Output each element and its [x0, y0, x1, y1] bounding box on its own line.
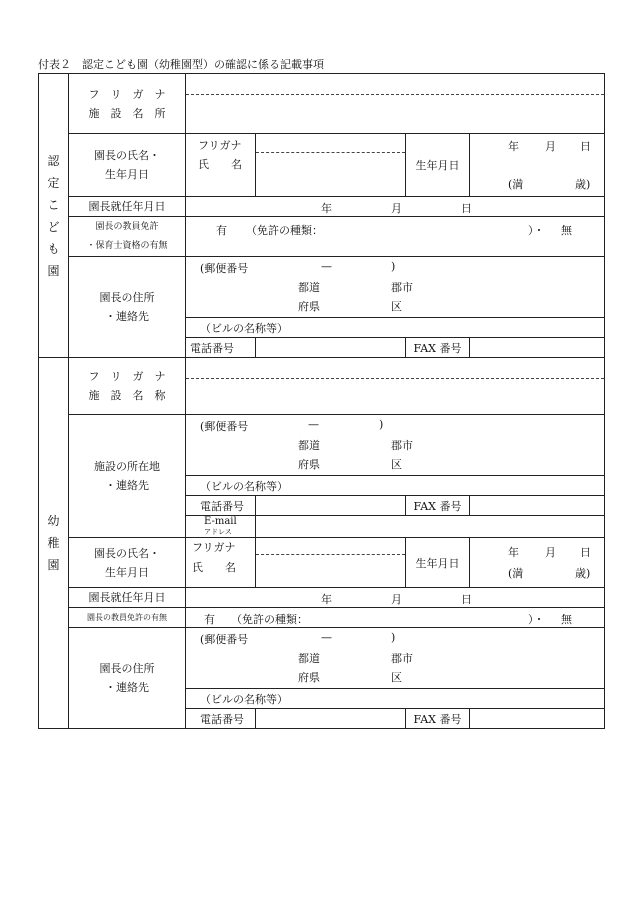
birthdate-label: 生年月日 [406, 134, 470, 197]
location-tel-label: 電話番号 [186, 496, 256, 516]
location-building-field[interactable]: （ビルの名称等） [186, 476, 605, 496]
kindergarten-name-field[interactable] [186, 358, 605, 415]
k-appointment-date-label: 園長就任年月日 [69, 588, 186, 608]
appointment-date-label: 園長就任年月日 [69, 197, 186, 217]
k-director-name-birth-label: 園長の氏名・ 生年月日 [69, 538, 186, 588]
director-fax-label: FAX 番号 [406, 338, 470, 358]
license-label: 園長の教員免許 ・保育士資格の有無 [69, 217, 186, 257]
k-director-name-field[interactable] [256, 538, 406, 588]
k-director-fax-field[interactable] [470, 709, 605, 729]
director-address-label: 園長の住所 ・連絡先 [69, 257, 186, 358]
k-director-tel-field[interactable] [256, 709, 406, 729]
k-director-address-field[interactable]: (郵便番号 — ) 都道 府県 郡市 区 [186, 628, 605, 689]
license-field[interactable]: 有 （免許の種類： ）・ 無 [186, 217, 605, 257]
k-director-tel-label: 電話番号 [186, 709, 256, 729]
director-address-field[interactable]: (郵便番号 — ) 都道 府県 郡市 区 [186, 257, 605, 318]
k-director-name-label: フリガナ 氏 名 [186, 538, 256, 588]
email-field[interactable] [256, 516, 605, 538]
director-name-label: フリガナ 氏 名 [186, 134, 256, 197]
k-director-building-field[interactable]: （ビルの名称等） [186, 689, 605, 709]
k-director-fax-label: FAX 番号 [406, 709, 470, 729]
email-label: E-mail アドレス [186, 516, 256, 538]
k-license-label: 園長の教員免許の有無 [69, 608, 186, 628]
k-appointment-date-field[interactable]: 年 月 日 [186, 588, 605, 608]
facility-name-label: フ リ ガ ナ 施 設 名 所 [69, 74, 186, 134]
location-tel-field[interactable] [256, 496, 406, 516]
kindergarten-name-label: フ リ ガ ナ 施 設 名 称 [69, 358, 186, 415]
k-birthdate-field[interactable]: 年 月 日 (満 歳) [470, 538, 605, 588]
k-license-field[interactable]: 有 （免許の種類： ）・ 無 [186, 608, 605, 628]
director-name-birth-label: 園長の氏名・ 生年月日 [69, 134, 186, 197]
facility-name-field[interactable] [186, 74, 605, 134]
director-tel-field[interactable] [256, 338, 406, 358]
appointment-date-field[interactable]: 年 月 日 [186, 197, 605, 217]
location-fax-label: FAX 番号 [406, 496, 470, 516]
k-birthdate-label: 生年月日 [406, 538, 470, 588]
director-tel-label: 電話番号 [186, 338, 256, 358]
director-building-field[interactable]: （ビルの名称等） [186, 318, 605, 338]
location-fax-field[interactable] [470, 496, 605, 516]
birthdate-field[interactable]: 年 月 日 (満 歳) [470, 134, 605, 197]
director-name-field[interactable] [256, 134, 406, 197]
location-address-field[interactable]: (郵便番号 — ) 都道 府県 郡市 区 [186, 415, 605, 476]
location-label: 施設の所在地 ・連絡先 [69, 415, 186, 538]
director-fax-field[interactable] [470, 338, 605, 358]
section-label-youchien: 幼 稚 園 [39, 358, 69, 729]
page-title: 付表２ 認定こども園（幼稚園型）の確認に係る記載事項 [38, 58, 324, 71]
section-label-nintei: 認 定 こ ど も 園 [39, 74, 69, 358]
confirmation-form-table [38, 73, 605, 729]
k-director-address-label: 園長の住所 ・連絡先 [69, 628, 186, 729]
